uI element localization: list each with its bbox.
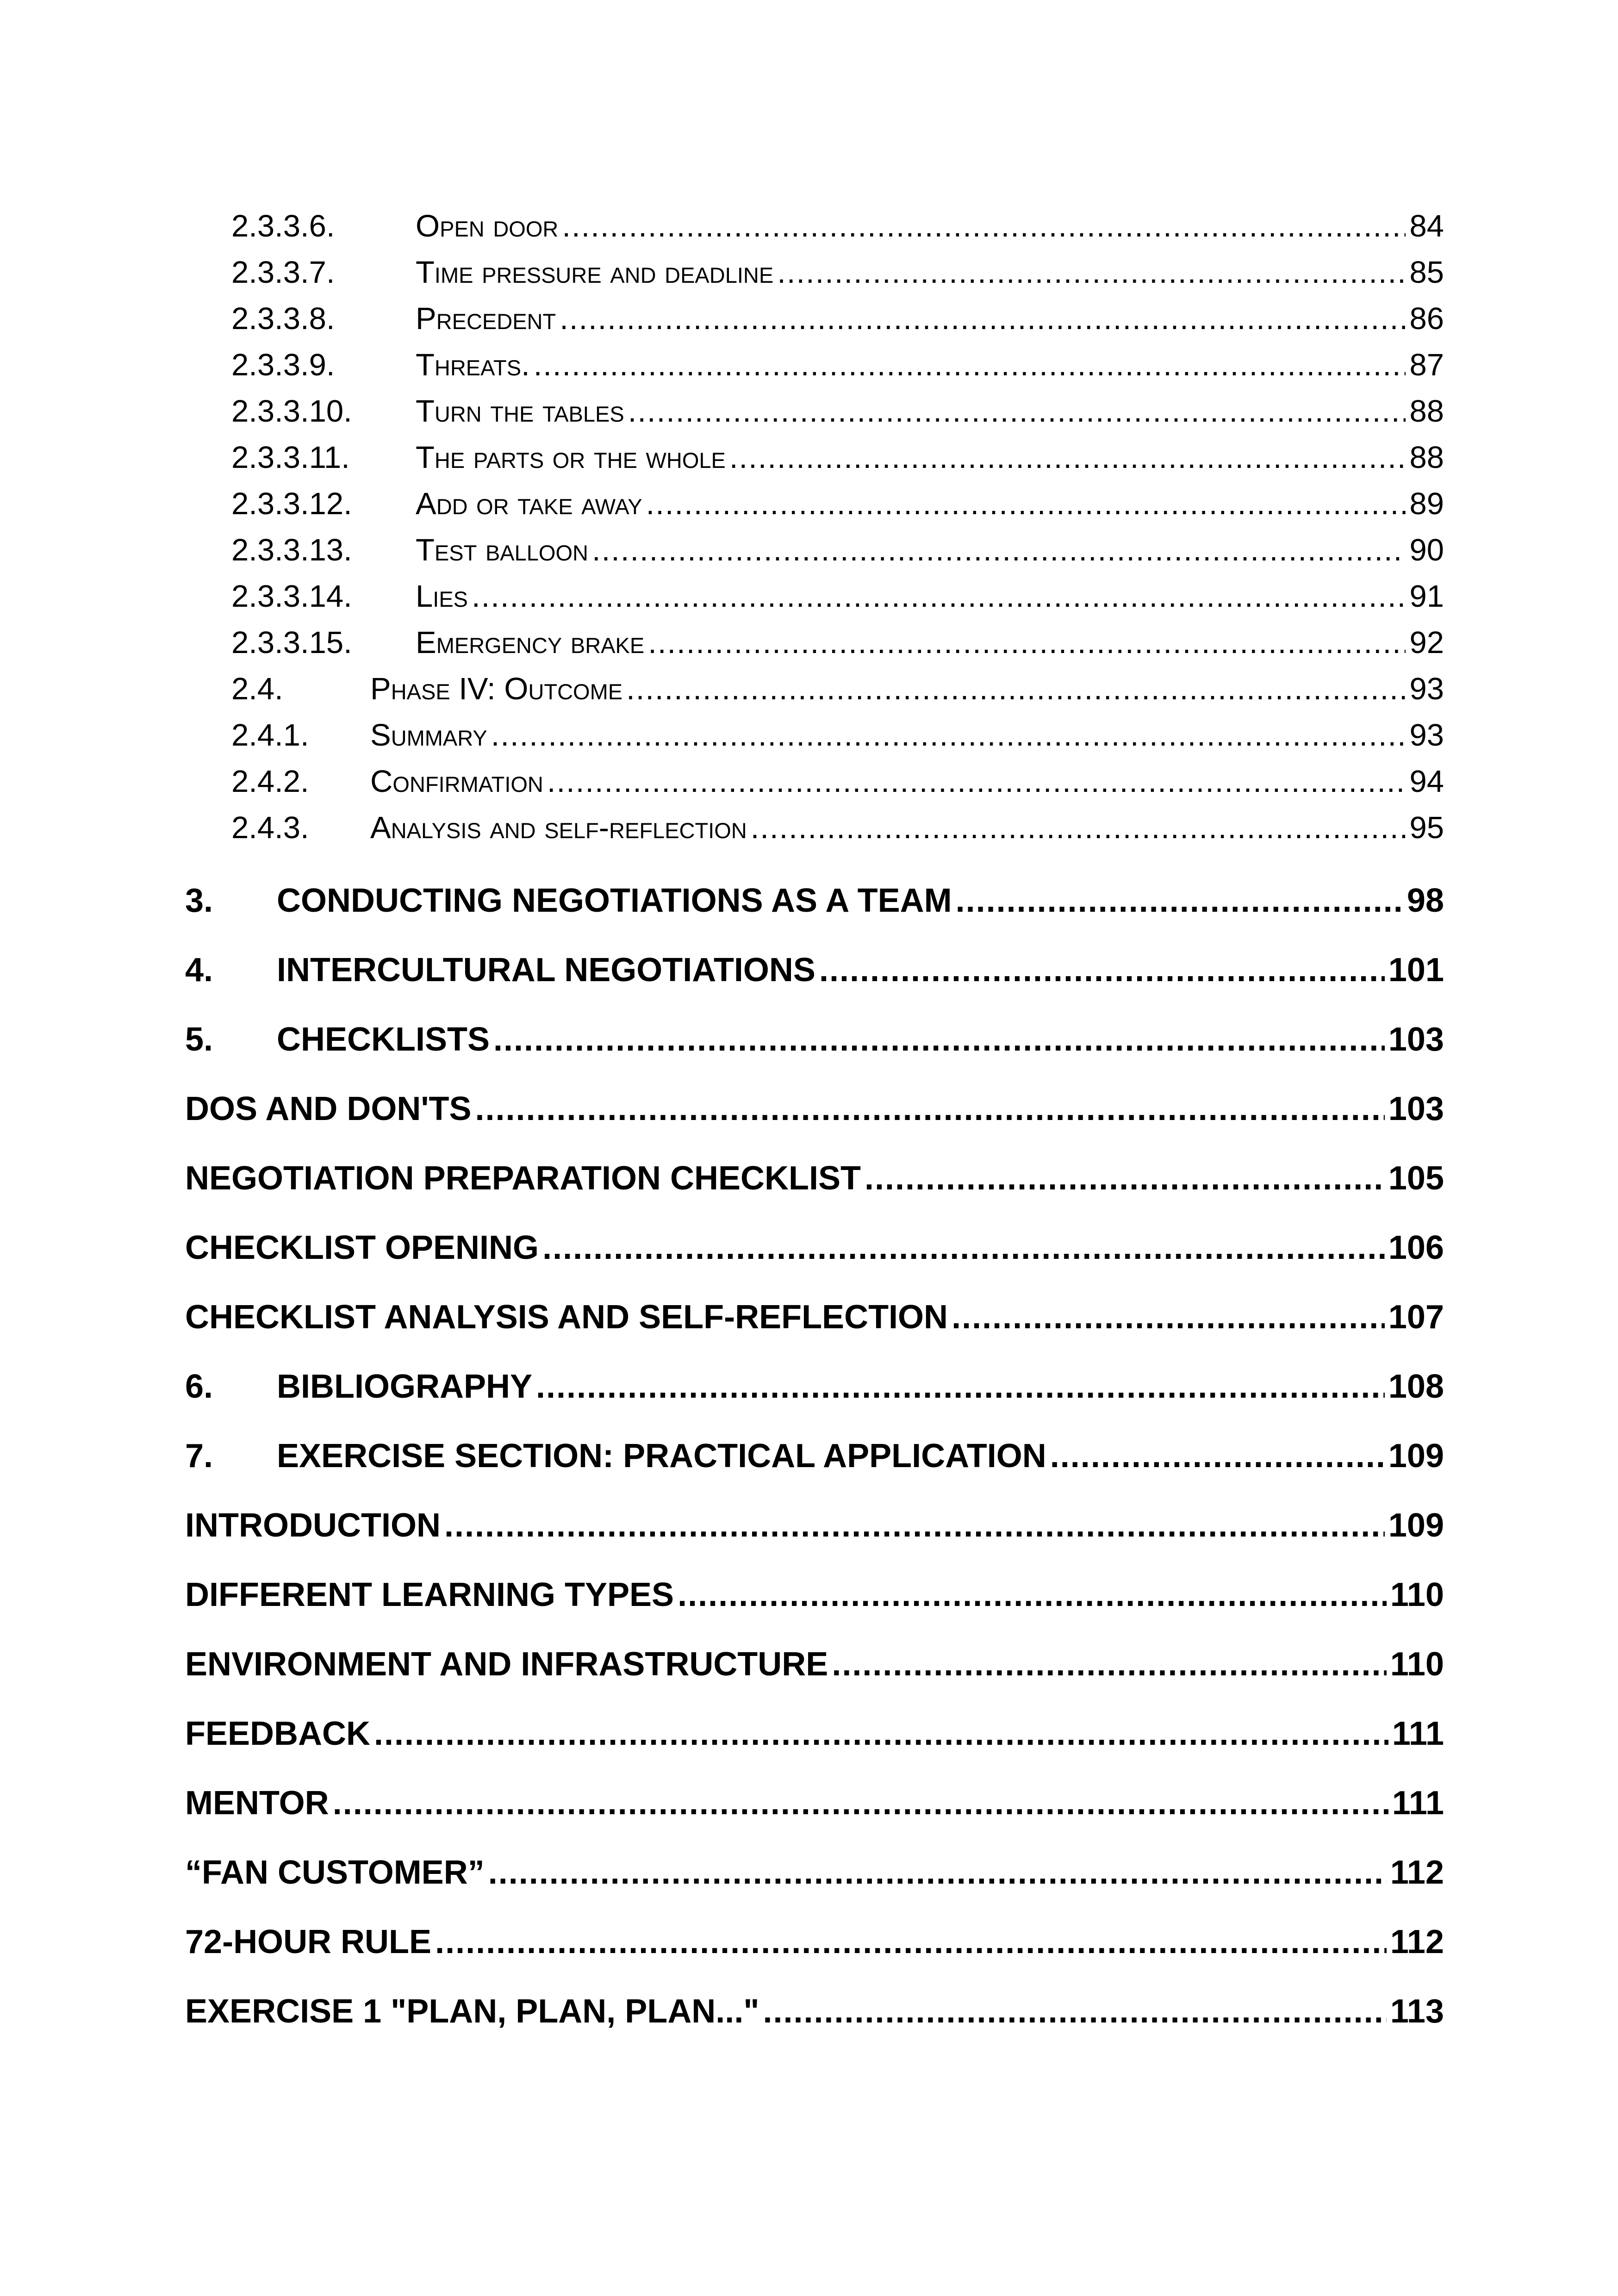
toc-entry-page: 112	[1390, 1854, 1444, 1891]
toc-entry-title: Time pressure and deadline	[416, 255, 774, 290]
toc-entry-number: 2.3.3.14.	[231, 579, 352, 614]
toc-entry[interactable]	[185, 951, 1444, 989]
dot-leader	[493, 1020, 1385, 1058]
toc-entry-title: Turn the tables	[416, 394, 624, 429]
toc-entry-page: 103	[1388, 1090, 1444, 1127]
toc-entry[interactable]	[231, 301, 1444, 336]
toc-entry-page: 91	[1409, 579, 1444, 614]
toc-entry-title: Emergency brake	[416, 625, 645, 660]
toc-entry[interactable]	[185, 1229, 1444, 1267]
toc-entry-number: 2.3.3.12.	[231, 486, 352, 521]
toc-entry-title: INTRODUCTION	[185, 1507, 441, 1544]
toc-entry-title: EXERCISE 1 "PLAN, PLAN, PLAN..."	[185, 1993, 759, 2030]
toc-entry-page: 93	[1409, 672, 1444, 706]
toc-entry-page: 85	[1409, 255, 1444, 290]
dot-leader	[435, 1923, 1387, 1961]
toc-entry-number: 2.3.3.13.	[231, 533, 352, 567]
toc-entry-number: 2.3.3.8.	[231, 301, 335, 336]
dot-leader	[777, 255, 1406, 290]
toc-entry-page: 113	[1390, 1993, 1444, 2030]
toc-entry-title: The parts or the whole	[416, 440, 726, 475]
toc-entry-number: 2.3.3.6.	[231, 209, 335, 243]
toc-entry-page: 110	[1390, 1646, 1444, 1683]
toc-entry-title: EXERCISE SECTION: PRACTICAL APPLICATION	[277, 1437, 1046, 1475]
toc-entry-number: 2.4.1.	[231, 718, 309, 753]
toc-entry-page: 109	[1388, 1507, 1444, 1544]
toc-entry-page: 101	[1388, 952, 1444, 989]
toc-entry[interactable]	[185, 1020, 1444, 1058]
toc-entry-number: 3.	[185, 882, 213, 919]
toc-entry-title: Add or take away	[416, 486, 642, 521]
dot-leader	[678, 1576, 1387, 1614]
toc-entry-page: 108	[1388, 1368, 1444, 1405]
dot-leader	[536, 1368, 1385, 1406]
toc-entry-title: CONDUCTING NEGOTIATIONS AS A TEAM	[277, 882, 952, 919]
dot-leader	[832, 1645, 1387, 1683]
toc-entry[interactable]	[185, 1784, 1444, 1822]
toc-entry-page: 94	[1409, 764, 1444, 799]
toc-entry-page: 95	[1409, 810, 1444, 845]
toc-entry[interactable]	[231, 440, 1444, 475]
toc-entry-title: CHECKLISTS	[277, 1021, 490, 1058]
dot-leader	[819, 951, 1385, 989]
toc-entry[interactable]	[185, 882, 1444, 920]
dot-leader	[648, 625, 1406, 660]
toc-entry-number: 7.	[185, 1437, 213, 1475]
dot-leader	[472, 579, 1406, 614]
toc-entry-number: 2.4.2.	[231, 764, 309, 799]
toc-entry-title: DOS AND DON'TS	[185, 1090, 472, 1127]
toc-entry[interactable]	[185, 1923, 1444, 1961]
toc-entry[interactable]	[231, 532, 1444, 568]
dot-leader	[491, 717, 1406, 753]
dot-leader	[592, 532, 1406, 568]
toc-entry-page: 86	[1409, 301, 1444, 336]
dot-leader	[444, 1506, 1385, 1544]
toc-entry-page: 105	[1388, 1160, 1444, 1197]
dot-leader	[547, 764, 1406, 799]
toc-entry-page: 87	[1409, 348, 1444, 382]
toc-entry-number: 2.3.3.9.	[231, 348, 335, 382]
toc-entry-title: Threats.	[416, 348, 530, 382]
toc-entry-title: Test balloon	[416, 533, 588, 567]
dot-leader	[374, 1715, 1388, 1753]
toc-entry-number: 2.3.3.11.	[231, 440, 350, 475]
toc-entry-title: INTERCULTURAL NEGOTIATIONS	[277, 952, 815, 989]
toc-entry-title: BIBLIOGRAPHY	[277, 1368, 533, 1405]
dot-leader	[560, 301, 1406, 336]
toc-entry-number: 2.4.	[231, 672, 283, 706]
dot-leader	[1050, 1437, 1385, 1475]
toc-entry-number: 4.	[185, 952, 213, 989]
toc-entry-number: 2.3.3.7.	[231, 255, 335, 290]
toc-entry-page: 90	[1409, 533, 1444, 567]
toc-entry-page: 92	[1409, 625, 1444, 660]
toc-entry-page: 110	[1390, 1576, 1444, 1613]
toc-entry-title: FEEDBACK	[185, 1715, 371, 1752]
toc-entry[interactable]	[185, 1506, 1444, 1544]
toc-entry-title: 72-HOUR RULE	[185, 1923, 432, 1960]
toc-entry[interactable]	[185, 1992, 1444, 2030]
toc-entry-page: 88	[1409, 394, 1444, 429]
dot-leader	[646, 486, 1406, 522]
dot-leader	[628, 393, 1406, 429]
toc-entry[interactable]	[185, 1645, 1444, 1683]
toc-entry[interactable]	[185, 1368, 1444, 1406]
toc-entry-number: 6.	[185, 1368, 213, 1405]
dot-leader	[488, 1854, 1387, 1892]
toc-entry-title: Lies	[416, 579, 468, 614]
toc-entry[interactable]	[185, 1854, 1444, 1892]
toc-entry[interactable]	[185, 1576, 1444, 1614]
toc-entry[interactable]	[231, 671, 1444, 707]
toc-entry[interactable]	[231, 393, 1444, 429]
dot-leader	[956, 882, 1403, 920]
toc-entry-number: 2.3.3.10.	[231, 394, 352, 429]
toc-entry-page: 84	[1409, 209, 1444, 243]
dot-leader	[952, 1298, 1385, 1336]
toc-entry[interactable]	[231, 810, 1444, 846]
dot-leader	[333, 1784, 1388, 1822]
toc-entry-page: 88	[1409, 440, 1444, 475]
toc-entry-title: MENTOR	[185, 1785, 329, 1822]
toc-entry-page: 111	[1392, 1785, 1444, 1822]
dot-leader	[763, 1992, 1386, 2030]
toc-entry[interactable]	[231, 579, 1444, 614]
toc-entry-number: 2.4.3.	[231, 810, 309, 845]
toc-entry[interactable]	[231, 625, 1444, 660]
toc-entry[interactable]	[185, 1090, 1444, 1128]
toc-entry[interactable]	[231, 208, 1444, 244]
toc-entry-title: Open door	[416, 209, 559, 243]
toc-entry-page: 107	[1388, 1299, 1444, 1336]
dot-leader	[751, 810, 1406, 846]
toc-entry-page: 111	[1392, 1715, 1444, 1752]
toc-entry-title: CHECKLIST ANALYSIS AND SELF-REFLECTION	[185, 1299, 948, 1336]
toc-entry-page: 98	[1406, 882, 1444, 919]
dot-leader	[729, 440, 1406, 475]
toc-entry-number: 2.3.3.15.	[231, 625, 352, 660]
toc-entry-page: 89	[1409, 486, 1444, 521]
toc-entry-page: 93	[1409, 718, 1444, 753]
toc-entry-title: Confirmation	[370, 764, 543, 799]
dot-leader	[542, 1229, 1385, 1267]
toc-entry[interactable]	[185, 1437, 1444, 1475]
toc-entry-title: Summary	[370, 718, 487, 753]
dot-leader	[865, 1159, 1385, 1197]
toc-entry-title: Analysis and self-reflection	[370, 810, 747, 845]
toc-entry[interactable]	[185, 1298, 1444, 1336]
dot-leader	[626, 671, 1406, 707]
table-of-contents	[185, 0, 1444, 2296]
toc-entry[interactable]	[231, 764, 1444, 799]
toc-entry-title: ENVIRONMENT AND INFRASTRUCTURE	[185, 1646, 828, 1683]
toc-entry[interactable]	[231, 255, 1444, 290]
toc-entry-title: DIFFERENT LEARNING TYPES	[185, 1576, 674, 1613]
toc-entry-title: CHECKLIST OPENING	[185, 1229, 539, 1266]
toc-entry-number: 5.	[185, 1021, 213, 1058]
toc-entry[interactable]	[231, 486, 1444, 522]
toc-entry-page: 109	[1388, 1437, 1444, 1475]
toc-entry-title: Precedent	[416, 301, 556, 336]
toc-entry[interactable]	[231, 717, 1444, 753]
toc-entry-page: 112	[1390, 1923, 1444, 1960]
toc-entry-title: Phase IV: Outcome	[370, 672, 623, 706]
toc-entry-page: 103	[1388, 1021, 1444, 1058]
dot-leader	[475, 1090, 1384, 1128]
toc-entry[interactable]	[231, 347, 1444, 383]
toc-entry[interactable]	[185, 1715, 1444, 1753]
dot-leader	[534, 347, 1406, 383]
toc-entry-title: “FAN CUSTOMER”	[185, 1854, 485, 1891]
toc-entry-title: NEGOTIATION PREPARATION CHECKLIST	[185, 1160, 861, 1197]
toc-entry[interactable]	[185, 1159, 1444, 1197]
dot-leader	[562, 208, 1406, 244]
toc-entry-page: 106	[1388, 1229, 1444, 1266]
